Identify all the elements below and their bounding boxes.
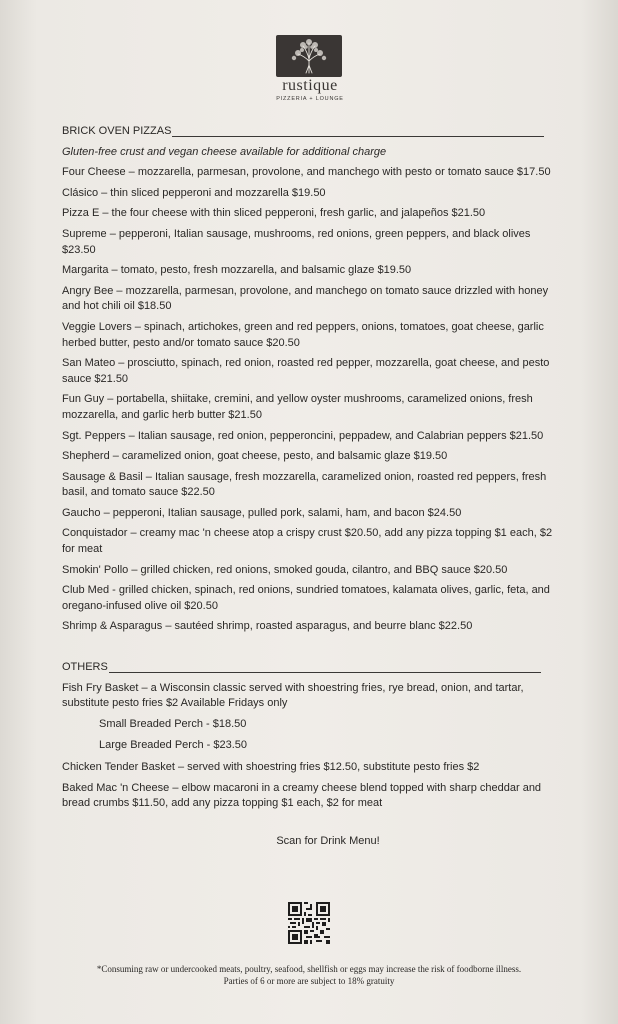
pizzas-section-heading [62,124,562,140]
qr-code-icon[interactable] [288,902,330,944]
menu-item-gaucho: Gaucho – pepperoni, Italian sausage, pulled pork, salami, ham, and bacon $24.50 [62,506,462,519]
footer-disclaimer [40,963,578,987]
brand-name: rustique [282,77,338,94]
menu-item-sgt-peppers: Sgt. Peppers – Italian sausage, red onion, pepperoncini, peppadew, and Calabrian peppers $21.50 [62,429,544,442]
pizzas-heading: BRICK OVEN PIZZAS [62,125,172,137]
tree-logo-icon [276,35,342,77]
gluten-free-note: Gluten-free crust and vegan cheese available for additional charge [62,145,387,158]
menu-item-san-mateo: San Mateo – prosciutto, spinach, red onion, roasted red pepper, mozzarella, goat cheese, and pesto sauce $21.50 [62,357,550,385]
menu-item-fish-fry: Fish Fry Basket – a Wisconsin classic served with shoestring fries, rye bread, onion, and tartar, substitute pesto fries $2 Available Fridays only [62,681,524,710]
menu-item-four-cheese: Four Cheese – mozzarella, parmesan, provolone, and manchego with pesto or tomato sauce $17.50 [62,166,551,179]
menu-item-chicken-tender: Chicken Tender Basket – served with shoestring fries $12.50, substitute pesto fries $2 [62,761,480,773]
raw-food-warning: *Consuming raw or undercooked meats, poultry, seafood, shellfish or eggs may increase the risk of foodborne illness. [96,964,522,974]
menu-item-shepherd: Shepherd – caramelized onion, goat cheese, pesto, and balsamic glaze $19.50 [62,450,448,463]
others-heading: OTHERS [62,661,108,674]
scan-drink-menu-text: Scan for Drink Menu! [276,834,380,847]
menu-item-shrimp-asparagus: Shrimp & Asparagus – sautéed shrimp, roasted asparagus, and beurre blanc $22.50 [62,620,473,633]
menu-item-margarita: Margarita – tomato, pesto, fresh mozzarella, and balsamic glaze $19.50 [62,264,412,277]
menu-item-baked-mac: Baked Mac 'n Cheese – elbow macaroni in a creamy cheese blend topped with sharp cheddar and bread crumbs $11.50, add any pizza topping $1 each, $2 for meat [62,781,542,810]
menu-item-small-perch: Small Breaded Perch - $18.50 [99,717,247,730]
menu-item-sausage-basil: Sausage & Basil – Italian sausage, fresh mozzarella, caramelized onion, roasted red peppers, fresh basil, and tomato sauce $22.50 [62,470,547,499]
menu-item-smokin-pollo: Smokin' Pollo – grilled chicken, red onions, smoked gouda, cilantro, and BBQ sauce $20.50 [62,563,508,576]
heading-rule [172,136,544,137]
heading-rule [109,672,541,673]
menu-item-supreme: Supreme – pepperoni, Italian sausage, mushrooms, red onions, green peppers, and black olives $23.50 [62,227,531,256]
menu-item-clasico: Clásico – thin sliced pepperoni and mozzarella $19.50 [62,186,326,199]
gratuity-notice: Parties of 6 or more are subject to 18% gratuity [223,976,395,986]
menu-item-club-med: Club Med - grilled chicken, spinach, red onions, sundried tomatoes, kalamata olives, garlic, feta, and oregano-infused olive oil $20.50 [62,584,550,612]
brand-tagline: PIZZERIA + LOUNGE [276,96,344,102]
menu-item-pizza-e: Pizza E – the four cheese with thin sliced pepperoni, fresh garlic, and jalapeños $21.50 [62,207,486,220]
menu-item-conquistador: Conquistador – creamy mac 'n cheese atop a crispy crust $20.50, add any pizza topping $1 each, $2 for meat [62,527,553,556]
menu-content [62,124,562,849]
menu-item-veggie-lovers: Veggie Lovers – spinach, artichokes, green and red peppers, onions, tomatoes, goat cheese, garlic herbed butter, pesto and/or tomato sauce $20.50 [62,320,544,349]
others-section-heading [62,660,562,676]
menu-item-fun-guy: Fun Guy – portabella, shiitake, cremini, and yellow oyster mushrooms, caramelized onions, fresh mozzarella, and garlic herb butter $21.50 [62,393,533,421]
menu-item-angry-bee: Angry Bee – mozzarella, parmesan, provolone, and manchego on tomato sauce drizzled with honey and hot chili oil $18.50 [62,284,549,313]
menu-item-large-perch: Large Breaded Perch - $23.50 [99,739,247,752]
section-gap [62,640,562,660]
